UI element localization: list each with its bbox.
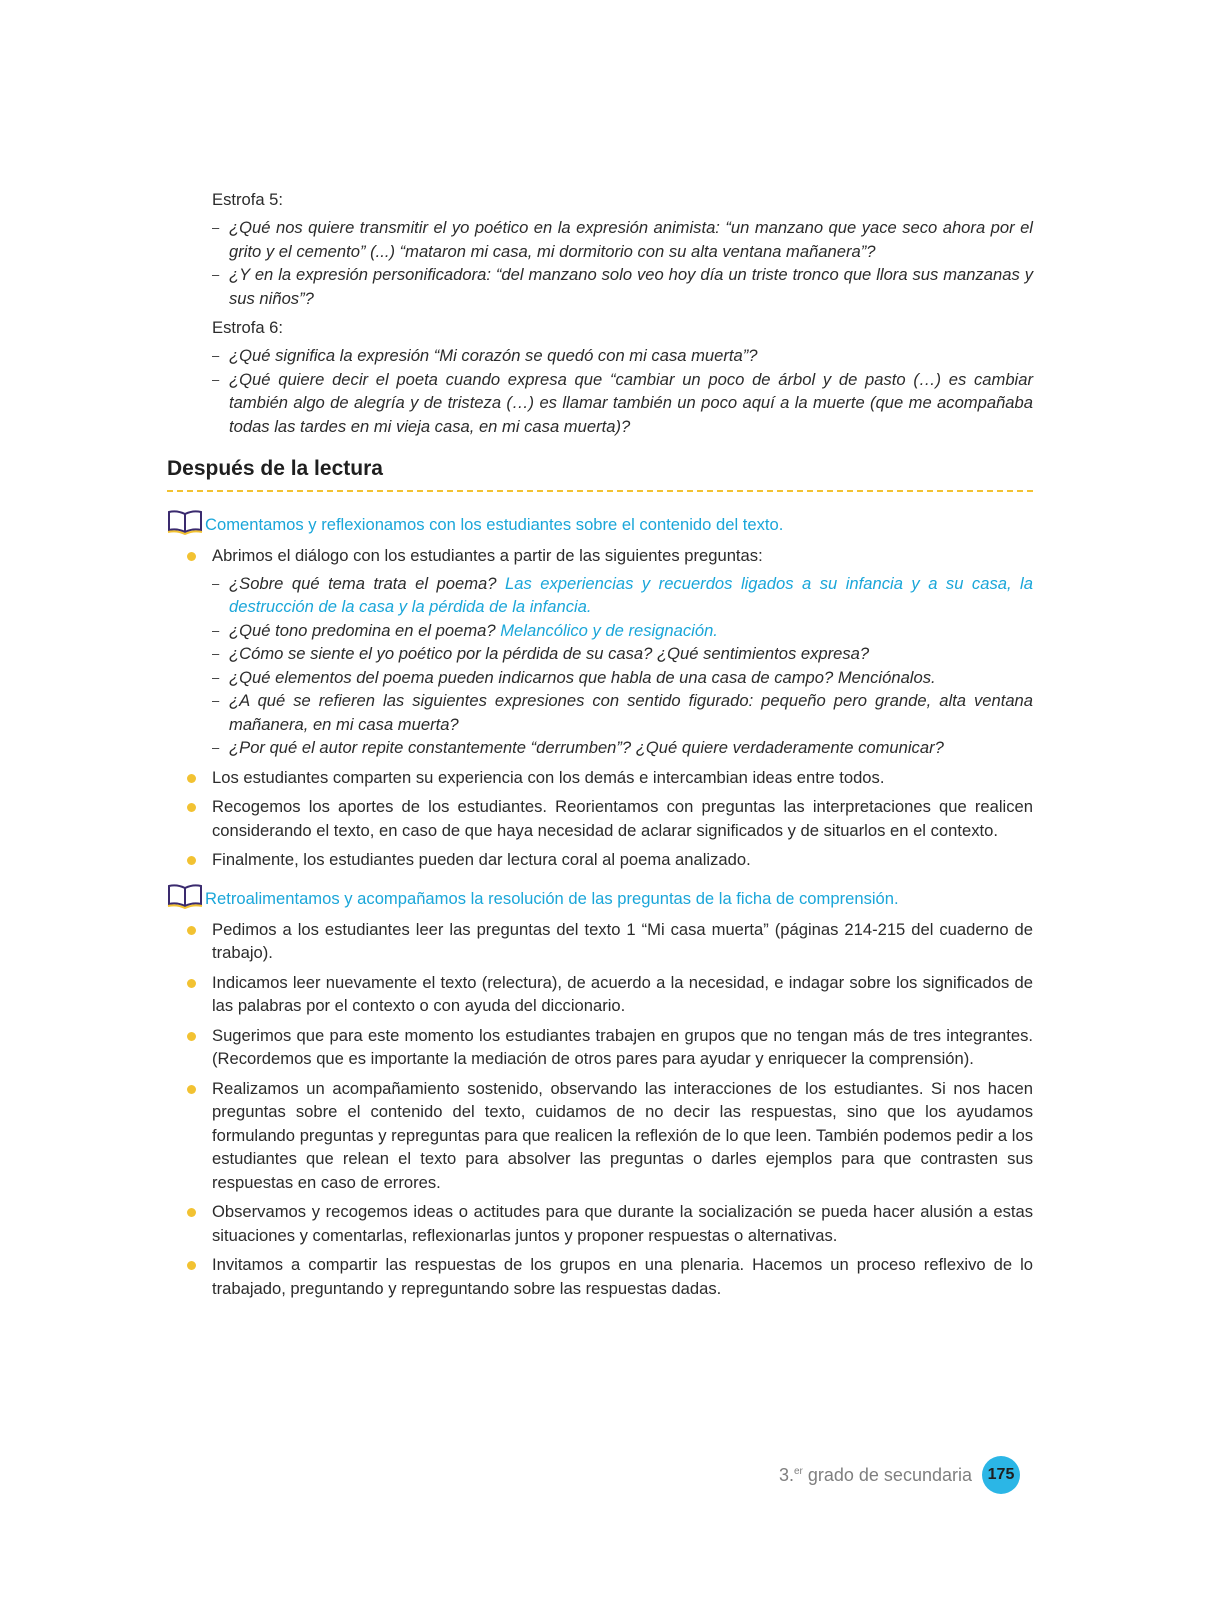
bullet-dot (187, 774, 196, 783)
list-item-text: Realizamos un acompañamiento sostenido, observando las interacciones de los estudiantes. Si nos hacen preguntas sobre el contenido del texto, cuidamos de no decir las respuestas, sino que los ayudamos formulando preguntas y repreguntas para que realicen la reflexión de lo que leen. También podemos pedir a los estudiantes que relean el texto para absolver las preguntas o darles ejemplos para que contrasten sus respuestas en caso de errores. (212, 1078, 1033, 1192)
estrofa-6-title: Estrofa 6: (212, 318, 284, 337)
list-item (212, 1077, 1033, 1195)
page-number: 175 (982, 1456, 1020, 1494)
bullet-dot (187, 1085, 196, 1094)
list-item: – ¿Qué elementos del poema pueden indicarnos que habla de una casa de campo? Menciónalos. (229, 666, 1033, 690)
list-item: – ¿Cómo se siente el yo poético por la pérdida de su casa? ¿Qué sentimientos expresa? (229, 642, 1033, 666)
list-item-text: Abrimos el diálogo con los estudiantes a partir de las siguientes preguntas: (212, 546, 763, 565)
list-item-text: Invitamos a compartir las respuestas de los grupos en una plenaria. Hacemos un proceso reflexivo de lo trabajado, preguntando y repreguntando sobre las respuestas dadas. (212, 1255, 1033, 1298)
page-footer (779, 1457, 1020, 1493)
bullet-dot (187, 803, 196, 812)
estrofa-5-title: Estrofa 5: (212, 190, 284, 209)
list-item (212, 971, 1033, 1018)
page-content (167, 188, 1033, 1306)
list-item: – ¿Qué significa la expresión “Mi corazón se quedó con mi casa muerta”? (229, 344, 1033, 368)
dialog-questions (212, 572, 1033, 760)
open-book-icon (167, 509, 203, 535)
list-item (229, 572, 1033, 619)
bullet-dot (187, 552, 196, 561)
open-book-icon (167, 883, 203, 909)
grade-label (779, 1465, 972, 1486)
list-item-text: Los estudiantes comparten su experiencia con los demás e intercambian ideas entre todos. (212, 767, 885, 787)
block2-list (167, 918, 1033, 1301)
answer-text: Las experiencias y recuerdos ligados a su infancia y a su casa, la destrucción de la casa y la pérdida de la infancia. (229, 573, 1033, 616)
list-item: – ¿Por qué el autor repite constantemente “derrumben”? ¿Qué quiere verdaderamente comunicar? (229, 736, 1033, 760)
list-item-text: Finalmente, los estudiantes pueden dar lectura coral al poema analizado. (212, 850, 751, 869)
list-item: – ¿Qué quiere decir el poeta cuando expresa que “cambiar un poco de árbol y de pasto (…) es cambiar también algo de alegría y de tristeza (…) es llamar también un poco aquí a la muerte (que me acompañaba todas las tardes en mi vieja casa, en mi casa muerta)? (229, 368, 1033, 439)
list-item (212, 918, 1033, 965)
list-item (212, 848, 1033, 872)
list-item-text: Pedimos a los estudiantes leer las preguntas del texto 1 “Mi casa muerta” (páginas 214-215 del cuaderno de trabajo). (212, 919, 1033, 962)
list-item: – ¿A qué se refieren las siguientes expresiones con sentido figurado: pequeño pero grande, alta ventana mañanera, en mi casa muerta? (229, 689, 1033, 736)
list-item (212, 1253, 1033, 1300)
list-item (212, 1024, 1033, 1071)
list-item-text: Indicamos leer nuevamente el texto (relectura), de acuerdo a la necesidad, e indagar sobre los significados de las palabras por el contexto o con ayuda del diccionario. (212, 972, 1033, 1015)
bullet-dot (187, 1208, 196, 1217)
list-item: – ¿Y en la expresión personificadora: “del manzano solo veo hoy día un triste tronco que llora sus manzanas y sus niños”? (229, 263, 1033, 310)
bullet-dot (187, 926, 196, 935)
bullet-dot (187, 979, 196, 988)
block1-list (167, 544, 1033, 872)
block1-heading (167, 512, 1033, 538)
question-text: ¿Qué tono predomina en el poema? (229, 620, 496, 640)
grade-text: grado de secundaria (802, 1464, 972, 1485)
estrofa-6-questions (167, 344, 1033, 438)
list-item (212, 795, 1033, 842)
section-title: Después de la lectura (167, 457, 383, 480)
block2-heading-text: Retroalimentamos y acompañamos la resolución de las preguntas de la ficha de comprensión. (205, 888, 899, 908)
list-item (212, 1200, 1033, 1247)
bullet-dot (187, 1261, 196, 1270)
question-text: ¿Sobre qué tema trata el poema? (229, 573, 497, 593)
list-item-text: Recogemos los aportes de los estudiantes. Reorientamos con preguntas las interpretaciones que realicen considerando el texto, en caso de que haya necesidad de aclarar significados y de situarlos en el contexto. (212, 797, 1033, 840)
bullet-dot (187, 1032, 196, 1041)
list-item (229, 619, 1033, 643)
list-item (212, 544, 1033, 760)
estrofa-5-questions (167, 216, 1033, 310)
list-item-text: Sugerimos que para este momento los estudiantes trabajen en grupos que no tengan más de tres integrantes. (Recordemos que es importante la mediación de otros pares para ayudar y enriquecer la comprensión). (212, 1025, 1033, 1068)
list-item-text: Observamos y recogemos ideas o actitudes para que durante la socialización se pueda hacer alusión a estas situaciones y comentarlas, reflexionarlas juntos y proponer respuestas o alternativas. (212, 1202, 1033, 1245)
list-item: – ¿Qué nos quiere transmitir el yo poético en la expresión animista: “un manzano que yace seco ahora por el grito y el cemento” (...) “mataron mi casa, mi dormitorio con su alta ventana mañanera”? (229, 216, 1033, 263)
list-item (212, 766, 1033, 790)
bullet-dot (187, 856, 196, 865)
answer-text: Melancólico y de resignación. (500, 620, 718, 640)
grade-number: 3. (778, 1464, 794, 1485)
block2-heading (167, 886, 1033, 912)
grade-superscript: er (793, 1465, 803, 1477)
section-divider (167, 490, 1033, 492)
block1-heading-text: Comentamos y reflexionamos con los estudiantes sobre el contenido del texto. (205, 515, 784, 534)
